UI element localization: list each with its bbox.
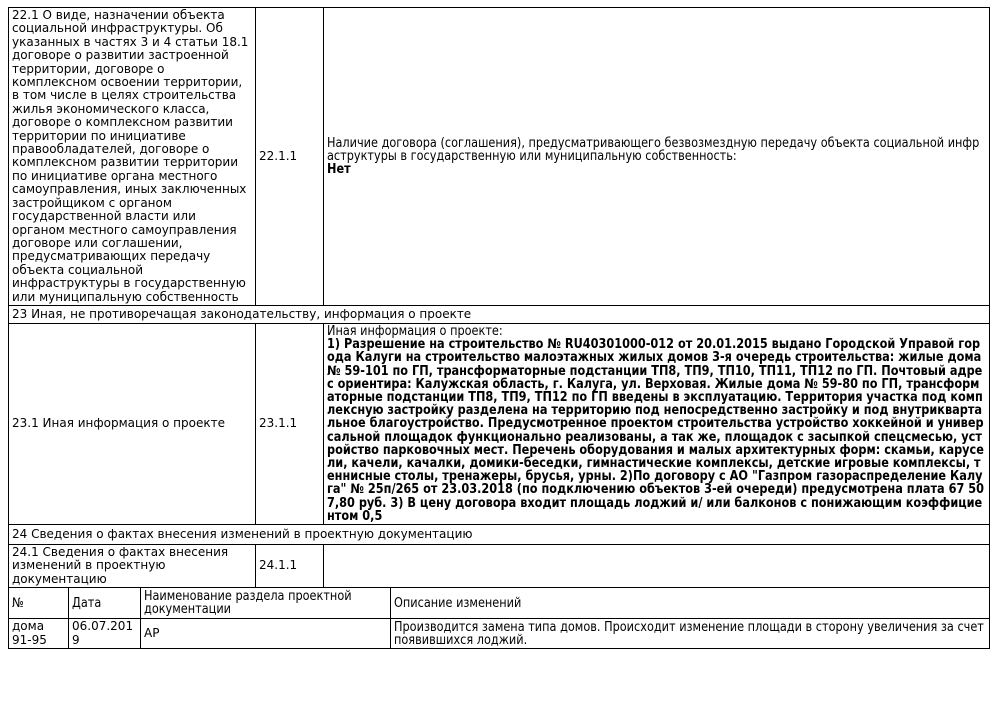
row-24-1 [9, 544, 990, 587]
change-num: дома 91-95 [9, 619, 69, 649]
change-description: Производится замена типа домов. Происходит изменение площади в сторону увеличения за счет появившихся лоджий. [394, 619, 984, 648]
section-24-1-code: 24.1.1 [256, 544, 324, 587]
changes-header-section: Наименование раздела проектной документации [144, 589, 352, 618]
project-declaration-table [8, 7, 990, 588]
changes-header-description-cell [391, 588, 990, 619]
section-22-1-label: 22.1 О виде, назначении объекта социальной инфраструктуры. Об указанных в частях 3 и 4 статьи 18.1 договоре о развитии застроенной территории, договоре о комплексном освоении территории, в том числе в целях строительства жилья экономического класса, договоре о комплексном развитии территории по инициативе правообладателей, договоре о комплексном развитии территории по инициативе органа местного самоуправления, иных заключенных застройщиком с органом государственной власти или органом местного самоуправления договоре или соглашении, предусматривающих передачу объекта социальной инфраструктуры в государственную или муниципальную собственность [9, 8, 256, 306]
row-23-1 [9, 323, 990, 524]
changes-header-row [9, 588, 990, 619]
section-24-1-content-cell [324, 544, 990, 587]
section-22-1-content-cell [324, 8, 990, 306]
contract-transfer-info [327, 137, 986, 177]
row-23-header [9, 305, 990, 323]
section-24-title: 24 Сведения о фактах внесения изменений в проектную документацию [9, 524, 990, 544]
contract-transfer-value: Нет [327, 162, 351, 178]
changes-header-date: Дата [72, 595, 102, 611]
row-24-header [9, 524, 990, 544]
changes-header-date-cell [69, 588, 141, 619]
changes-header-section-cell [141, 588, 391, 619]
other-project-info-value: 1) Разрешение на строительство № RU40301000-012 от 20.01.2015 выдано Городской Управой города Калуги на строительство малоэтажных жилых домов 3-я очередь строительства: жилые дома № 59-101 по ГП, трансформаторные подстанции ТП8, ТП9, ТП10, ТП11, ТП12 по ГП. Почтовый адрес ориентира: Калужская область, г. Калуга, ул. Верховая. Жилые дома № 59-80 по ГП, трансформаторные подстанции ТП8, ТП9, ТП12 по ГП введены в эксплуатацию. Территория участка под комплексную застройку разделена на территорию под непосредственно застройку и под внутриквартальное благоустройство. Предусмотренное проектом строительства устройство хоккейной и универсальной площадок функционально реализованы, а так же, площадок с засыпкой спецсмесью, устройство парковочных мест. Перечень оборудования и малых архитектурных форм: скамьи, карусели, качели, качалки, домики-беседки, гимнастические комплексы, детские игровые комплексы, теннисные столы, тренажеры, брусья, урны. 2)По договору с АО "Газпром газораспределение Калуга" № 25п/265 от 23.03.2018 (по подключению объектов 3-ей очереди) предусмотрена плата 67 507,80 руб. 3) В цену договора входит площадь лоджий и/ или балконов с понижающим коэффициентом 0,5 [327, 337, 985, 524]
document-page [8, 7, 989, 649]
change-section: АР [141, 619, 391, 649]
changes-header-num: № [12, 595, 24, 611]
row-22-1 [9, 8, 990, 306]
other-project-info-label: Иная информация о проекте: [327, 323, 503, 339]
change-description-cell [391, 619, 990, 649]
section-23-1-label: 23.1 Иная информация о проекте [9, 323, 256, 524]
section-24-1-label: 24.1 Сведения о фактах внесения изменений в проектную документацию [9, 544, 256, 587]
contract-transfer-label: Наличие договора (соглашения), предусматривающего безвозмездную передачу объекта социальной инфраструктуры в государственную или муниципальную собственность: [327, 135, 980, 164]
other-project-info [327, 325, 986, 523]
section-23-1-content-cell [324, 323, 990, 524]
section-22-1-code: 22.1.1 [256, 8, 324, 306]
change-date: 06.07.2019 [69, 619, 141, 649]
section-23-1-code: 23.1.1 [256, 323, 324, 524]
changes-data-row [9, 619, 990, 649]
changes-table [8, 587, 990, 649]
changes-header-description: Описание изменений [394, 595, 522, 611]
section-23-title: 23 Иная, не противоречащая законодательству, информация о проекте [9, 305, 990, 323]
changes-header-num-cell [9, 588, 69, 619]
